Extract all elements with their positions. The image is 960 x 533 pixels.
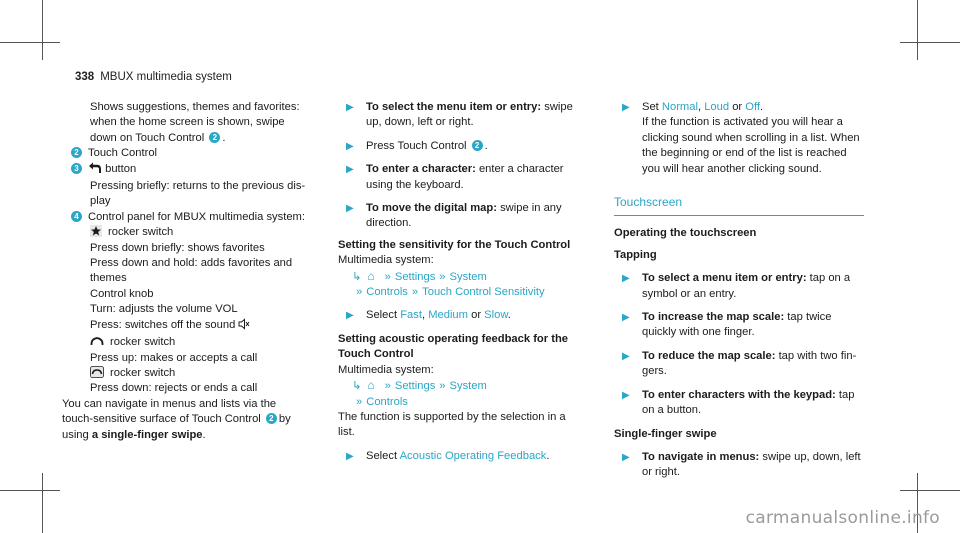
menu-path: ↳ ⌂ » Settings » System <box>352 268 487 283</box>
arrow-icon: ▶ <box>346 450 354 462</box>
item-4: 4 Control panel for MBUX multimedia system: rocker switch Press down briefly: shows favorites Press down and hold: adds favorites and themes Control knob Turn: adjusts the volume VOL Press: switches off the sound rocker switch Press up: makes or accepts a call rocker switch Press down: rejects or ends a call <box>62 210 324 397</box>
crop-mark <box>0 490 60 491</box>
arrow-icon: ▶ <box>346 102 354 113</box>
step-navigate-menus: ▶ To navigate in menus: swipe up, down, left or right. <box>622 450 861 479</box>
navigation-note: You can navigate in menus and lists via the touch-sensitive surface of Touch Control 2 by using a single-finger swipe. <box>62 397 291 441</box>
watermark: carmanualsonline.info <box>745 507 940 528</box>
sensitivity-heading: Setting the sensitivity for the Touch Control <box>338 238 571 251</box>
page-number: 338 <box>75 71 95 83</box>
step-set-volume: ▶ Set Normal, Loud or Off. If the function is activated you will hear a clicking sound when scrolling in a list. When the beginning or end of the list is reached you will hear another clicking sound. <box>622 101 860 175</box>
crop-mark <box>900 42 960 43</box>
arrow-icon: ▶ <box>622 273 630 285</box>
tapping-heading: Tapping <box>614 248 657 261</box>
arrow-icon: ▶ <box>622 350 630 362</box>
arrow-icon: ▶ <box>622 312 630 324</box>
step-select-menu: ▶ To select the menu item or entry: swipe up, down, left or right. <box>346 101 573 129</box>
step-enter-keypad: ▶ To enter characters with the keypad: tap on a button. <box>622 388 855 417</box>
crop-mark <box>0 42 60 43</box>
page-title: MBUX multimedia system <box>100 71 232 83</box>
arrow-icon: ▶ <box>346 140 354 152</box>
step-press-touch: ▶ Press Touch Control 2 . <box>338 139 600 154</box>
back-icon <box>88 162 102 179</box>
multimedia-label: Multimedia system: <box>338 254 434 267</box>
step-move-map: ▶ To move the digital map: swipe in any direction. <box>346 202 562 230</box>
crop-mark <box>900 490 960 491</box>
step-increase-scale: ▶ To increase the map scale: tap twice quickly with one finger. <box>622 311 832 339</box>
column-3 <box>614 100 876 481</box>
star-icon <box>90 225 102 237</box>
menu-path-2: ↳ ⌂ » Settings » System <box>352 378 487 393</box>
phone-reject-icon <box>90 366 104 378</box>
function-note: The function is supported by the selection in a list. <box>338 410 566 439</box>
step-reduce-scale: ▶ To reduce the map scale: tap with two fin- gers. <box>622 349 857 378</box>
arrow-icon: ▶ <box>346 310 354 322</box>
callout-2: 2 <box>209 132 220 143</box>
arrow-icon: ▶ <box>622 389 630 401</box>
arrow-icon: ▶ <box>346 164 354 176</box>
arrow-icon: ▶ <box>346 203 354 215</box>
step-select-sensitivity: ▶ Select Fast, Medium or Slow. <box>338 308 600 323</box>
page-header <box>75 70 232 85</box>
column-2: ▶ To select the menu item or entry: swipe up, down, left or right. ▶ Press Touch Control 2 . ▶ To enter a character: enter a character using the keyboard. ▶ To move the digital map: swipe in any direction. Setting the sensitivity for the Touch Control Multimedia system: ↳ ⌂ » Settings » System » Controls » Touch Control Sensitivity ▶ Select Fast, Medium or Slow. Setting acoustic operating feedback for the Touch Control Multimedia system: ↳ ⌂ » Settings » System » Controls The function is supported by the selection in a list. ▶ Select Acoustic Operating Feedback. <box>338 100 600 464</box>
home-icon: ⌂ <box>367 378 375 393</box>
enter-arrow-icon: ↳ <box>352 270 362 283</box>
item-3: 3 button Pressing briefly: returns to the previous dis- play <box>62 162 324 210</box>
step-tap-select: ▶ To select a menu item or entry: tap on a symbol or an entry. <box>622 272 851 300</box>
acoustic-heading: Setting acoustic operating feedback for the Touch Control <box>338 332 569 361</box>
step-select-acoustic: ▶ Select Acoustic Operating Feedback. <box>338 449 600 464</box>
item-2: 2 Touch Control <box>62 146 324 161</box>
swipe-heading: Single-finger swipe <box>614 427 717 440</box>
section-title: Touchscreen <box>614 195 864 216</box>
home-icon: ⌂ <box>367 268 375 283</box>
crop-mark <box>42 473 43 533</box>
arrow-icon: ▶ <box>622 451 630 463</box>
mute-icon <box>238 318 250 335</box>
operating-heading: Operating the touchscreen <box>614 227 757 240</box>
phone-accept-icon <box>90 336 104 347</box>
chevron-icon: » <box>384 270 391 283</box>
arrow-icon: ▶ <box>622 102 630 113</box>
crop-mark <box>42 0 43 60</box>
column-1 <box>62 100 324 443</box>
menu-path-cont: » Controls » Touch Control Sensitivity <box>356 286 545 299</box>
menu-path-2-cont: » Controls <box>356 395 408 408</box>
step-enter-char: ▶ To enter a character: enter a character using the keyboard. <box>346 163 564 191</box>
intro-text: Shows suggestions, themes and favorites: when the home screen is shown, swipe down on Touch Control 2 . <box>90 101 300 144</box>
crop-mark <box>917 0 918 60</box>
